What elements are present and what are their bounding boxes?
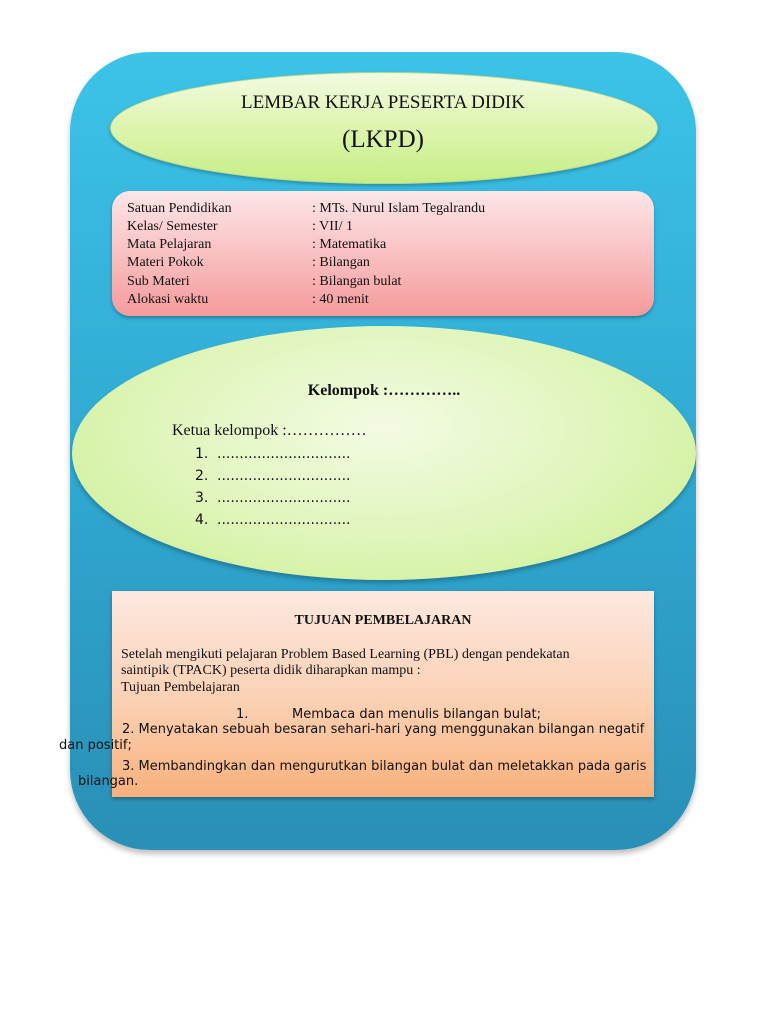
member-line xyxy=(195,446,351,462)
info-value: : Bilangan xyxy=(312,255,370,270)
goal-item-continuation: bilangan. xyxy=(78,774,139,789)
info-label: Sub Materi xyxy=(127,274,190,289)
goals-subheading: Tujuan Pembelajaran xyxy=(121,680,240,695)
group-name-field: Kelompok :………….. xyxy=(307,382,461,399)
member-line xyxy=(195,490,351,506)
member-number: 4. xyxy=(195,512,209,528)
info-value: : Bilangan bulat xyxy=(312,274,402,289)
member-blank: .............................. xyxy=(217,468,351,484)
info-value: : MTs. Nurul Islam Tegalrandu xyxy=(312,201,486,216)
info-value: : VII/ 1 xyxy=(312,219,353,234)
goals-intro-line: saintipik (TPACK) peserta didik diharapkan mampu : xyxy=(121,663,421,678)
goal-item-number: 1. xyxy=(236,707,249,722)
worksheet-title: LEMBAR KERJA PESERTA DIDIK xyxy=(241,92,525,113)
goal-item: 2. Menyatakan sebuah besaran sehari-hari yang menggunakan bilangan negatif xyxy=(122,722,645,737)
info-value: : 40 menit xyxy=(312,292,369,307)
member-number: 3. xyxy=(195,490,209,506)
worksheet-abbreviation: (LKPD) xyxy=(342,126,424,153)
info-label: Satuan Pendidikan xyxy=(127,201,232,216)
goal-item: 3. Membandingkan dan mengurutkan bilangan bulat dan meletakkan pada garis xyxy=(122,759,647,774)
member-line xyxy=(195,468,351,484)
info-label: Mata Pelajaran xyxy=(127,237,212,252)
info-label: Alokasi waktu xyxy=(127,292,209,307)
goal-item: Membaca dan menulis bilangan bulat; xyxy=(292,707,542,722)
info-value: : Matematika xyxy=(312,237,387,252)
group-leader-field: Ketua kelompok :…………… xyxy=(172,422,367,439)
info-label: Materi Pokok xyxy=(127,255,204,270)
member-number: 2. xyxy=(195,468,209,484)
member-number: 1. xyxy=(195,446,209,462)
member-blank: .............................. xyxy=(217,446,351,462)
goal-item-continuation: dan positif; xyxy=(59,738,132,753)
goals-intro-line: Setelah mengikuti pelajaran Problem Based Learning (PBL) dengan pendekatan xyxy=(121,647,570,662)
info-label: Kelas/ Semester xyxy=(127,219,218,234)
learning-goals-title: TUJUAN PEMBELAJARAN xyxy=(294,613,472,628)
member-blank: .............................. xyxy=(217,512,351,528)
member-blank: .............................. xyxy=(217,490,351,506)
group-oval xyxy=(72,326,696,580)
member-line xyxy=(195,512,351,528)
